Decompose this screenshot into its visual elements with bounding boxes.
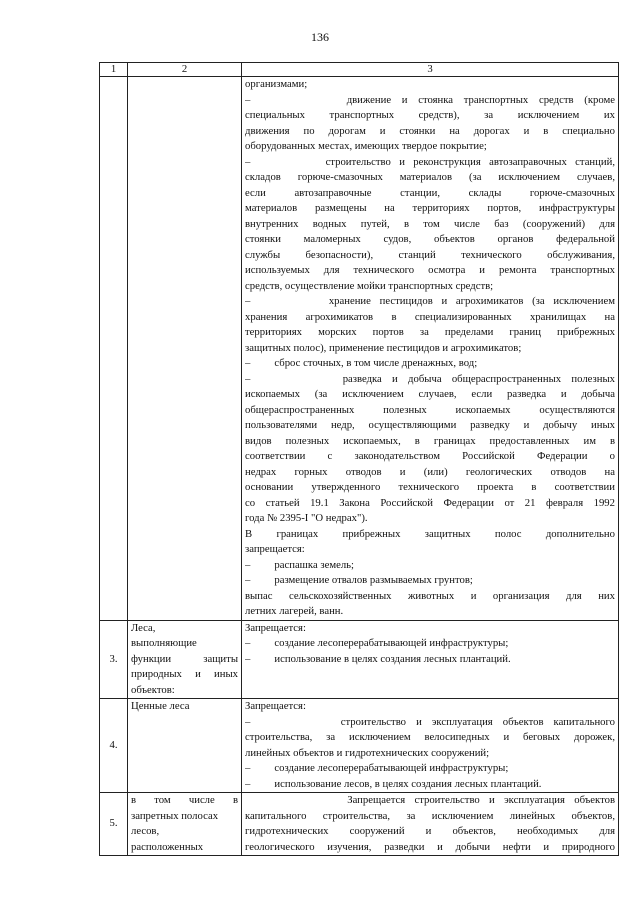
text-line: защитных полос), применение пестицидов и агрохимикатов; bbox=[245, 341, 522, 354]
text-line: движения по дорогам и стоянки на дорогах и в специально bbox=[245, 124, 615, 137]
text-line: стоянки маломерных судов, объектов органов федеральной bbox=[245, 233, 615, 245]
text-line bbox=[245, 667, 615, 683]
text-line: соответствии с законодательством Российской Федерации о bbox=[245, 450, 615, 462]
table-row-continued bbox=[100, 77, 619, 621]
text-line: – движение и стоянка транспортных средств (кроме bbox=[245, 93, 615, 106]
text-line: линейных объектов и гидротехнических сооружений; bbox=[245, 746, 490, 759]
text-line bbox=[245, 683, 615, 699]
row-text bbox=[242, 699, 619, 793]
header-col-2: 2 bbox=[128, 63, 242, 77]
text-line: пользователями недр, осуществляющими разведку и добычу иных bbox=[245, 419, 615, 431]
text-line: складов горюче-смазочных материалов (за исключением случаев, bbox=[245, 171, 615, 183]
text-line: оборудованных местах, имеющих твердое покрытие; bbox=[245, 140, 487, 152]
text-line: материалов размещены на территориях портов, инфраструктуры bbox=[245, 202, 615, 214]
text-line: Леса, bbox=[131, 621, 156, 634]
row-number-cell bbox=[100, 77, 128, 621]
text-line: природных и иных bbox=[131, 668, 238, 680]
text-line: со статьей 19.1 Закона Российской Федерации от 21 февраля 1992 bbox=[245, 496, 615, 509]
text-line: – распашка земель; bbox=[245, 558, 355, 571]
text-line: капитального строительства, за исключением линейных объектов, bbox=[245, 809, 615, 822]
table-row-5 bbox=[100, 793, 619, 856]
row-name bbox=[128, 793, 242, 856]
text-line: хранения агрохимикатов в специализированных хранилищах на bbox=[245, 310, 615, 323]
text-line: – использование в целях создания лесных плантаций. bbox=[245, 652, 511, 665]
header-col-3: 3 bbox=[242, 63, 619, 77]
text-line: – разведка и добыча общераспространенных полезных bbox=[245, 372, 615, 385]
restrictions-table bbox=[99, 62, 619, 856]
header-col-1: 1 bbox=[100, 63, 128, 77]
table-header-row bbox=[100, 63, 619, 77]
text-line: геологического изучения, разведки и добычи нефти и природного bbox=[245, 840, 615, 853]
text-line: – строительство и реконструкция автозаправочных станций, bbox=[245, 155, 615, 168]
text-line: года № 2395-I "О недрах"). bbox=[245, 512, 368, 524]
text-line: специальных транспортных средств), за исключением их bbox=[245, 109, 615, 121]
text-line: Запрещается: bbox=[245, 621, 306, 634]
text-line: основании утвержденного технического проекта в соответствии bbox=[245, 481, 615, 493]
text-line: если автозаправочные станции, склады горюче-смазочных bbox=[245, 186, 615, 199]
text-line: средств, осуществление мойки транспортных средств; bbox=[245, 279, 494, 292]
text-line: запретных полосах bbox=[131, 809, 219, 822]
text-line: – создание лесоперерабатывающей инфраструктуры; bbox=[245, 637, 509, 649]
text-line: расположенных bbox=[131, 840, 204, 853]
text-line: общераспространенных полезных ископаемых осуществляются bbox=[245, 403, 615, 416]
text-line: функции защиты bbox=[131, 652, 238, 665]
text-line: организмами; bbox=[245, 78, 308, 90]
row-name bbox=[128, 699, 242, 793]
text-line: лесов, bbox=[131, 825, 160, 837]
row-text bbox=[242, 620, 619, 699]
text-line: используемых для технического осмотра и ремонта транспортных bbox=[245, 264, 615, 276]
text-line: в том числе в bbox=[131, 794, 238, 806]
text-line: – строительство и эксплуатация объектов капитального bbox=[245, 715, 615, 728]
text-line: запрещается: bbox=[245, 543, 305, 555]
row-name-cell bbox=[128, 77, 242, 621]
row-text-cell bbox=[242, 77, 619, 621]
text-line: выпас сельскохозяйственных животных и организация для них bbox=[245, 589, 615, 602]
row-text bbox=[242, 793, 619, 856]
text-line: гидротехнических сооружений и объектов, необходимых для bbox=[245, 825, 615, 837]
text-line: службы безопасности), станций технического обслуживания, bbox=[245, 248, 615, 261]
row-number: 5. bbox=[100, 793, 128, 856]
text-line: объектов: bbox=[131, 683, 175, 696]
text-line: строительства, за исключением велосипедных и беговых дорожек, bbox=[245, 731, 615, 743]
text-line: территориях морских портов за пределами границ прибрежных bbox=[245, 326, 615, 338]
table-row-3 bbox=[100, 620, 619, 699]
table-row-4 bbox=[100, 699, 619, 793]
text-line: летних лагерей, ванн. bbox=[245, 605, 344, 617]
text-line: – размещение отвалов размываемых грунтов; bbox=[245, 574, 473, 586]
text-line: ископаемых (за исключением случаев, если разведка и добыча bbox=[245, 388, 615, 400]
text-line: – использование лесов, в целях создания лесных плантаций. bbox=[245, 777, 542, 790]
text-line: внутренних водных путей, в том числе баз (сооружений) для bbox=[245, 217, 615, 230]
row-number: 3. bbox=[100, 620, 128, 699]
text-line: – сброс сточных, в том числе дренажных, вод; bbox=[245, 357, 478, 369]
row-number: 4. bbox=[100, 699, 128, 793]
text-line: – хранение пестицидов и агрохимикатов (за исключением bbox=[245, 295, 615, 307]
text-line: Запрещается строительство и эксплуатация объектов bbox=[245, 794, 615, 806]
page-number: 136 bbox=[311, 30, 329, 44]
text-line: недрах горных отводов и (или) геологических отводов на bbox=[245, 465, 615, 478]
row-name bbox=[128, 620, 242, 699]
text-line: В границах прибрежных защитных полос дополнительно bbox=[245, 527, 615, 540]
text-line: выполняющие bbox=[131, 637, 197, 649]
text-line: Запрещается: bbox=[245, 700, 306, 712]
text-line: видов полезных ископаемых, в границах предоставленных им в bbox=[245, 434, 615, 447]
text-line: – создание лесоперерабатывающей инфраструктуры; bbox=[245, 762, 509, 774]
text-line: Ценные леса bbox=[131, 700, 190, 712]
